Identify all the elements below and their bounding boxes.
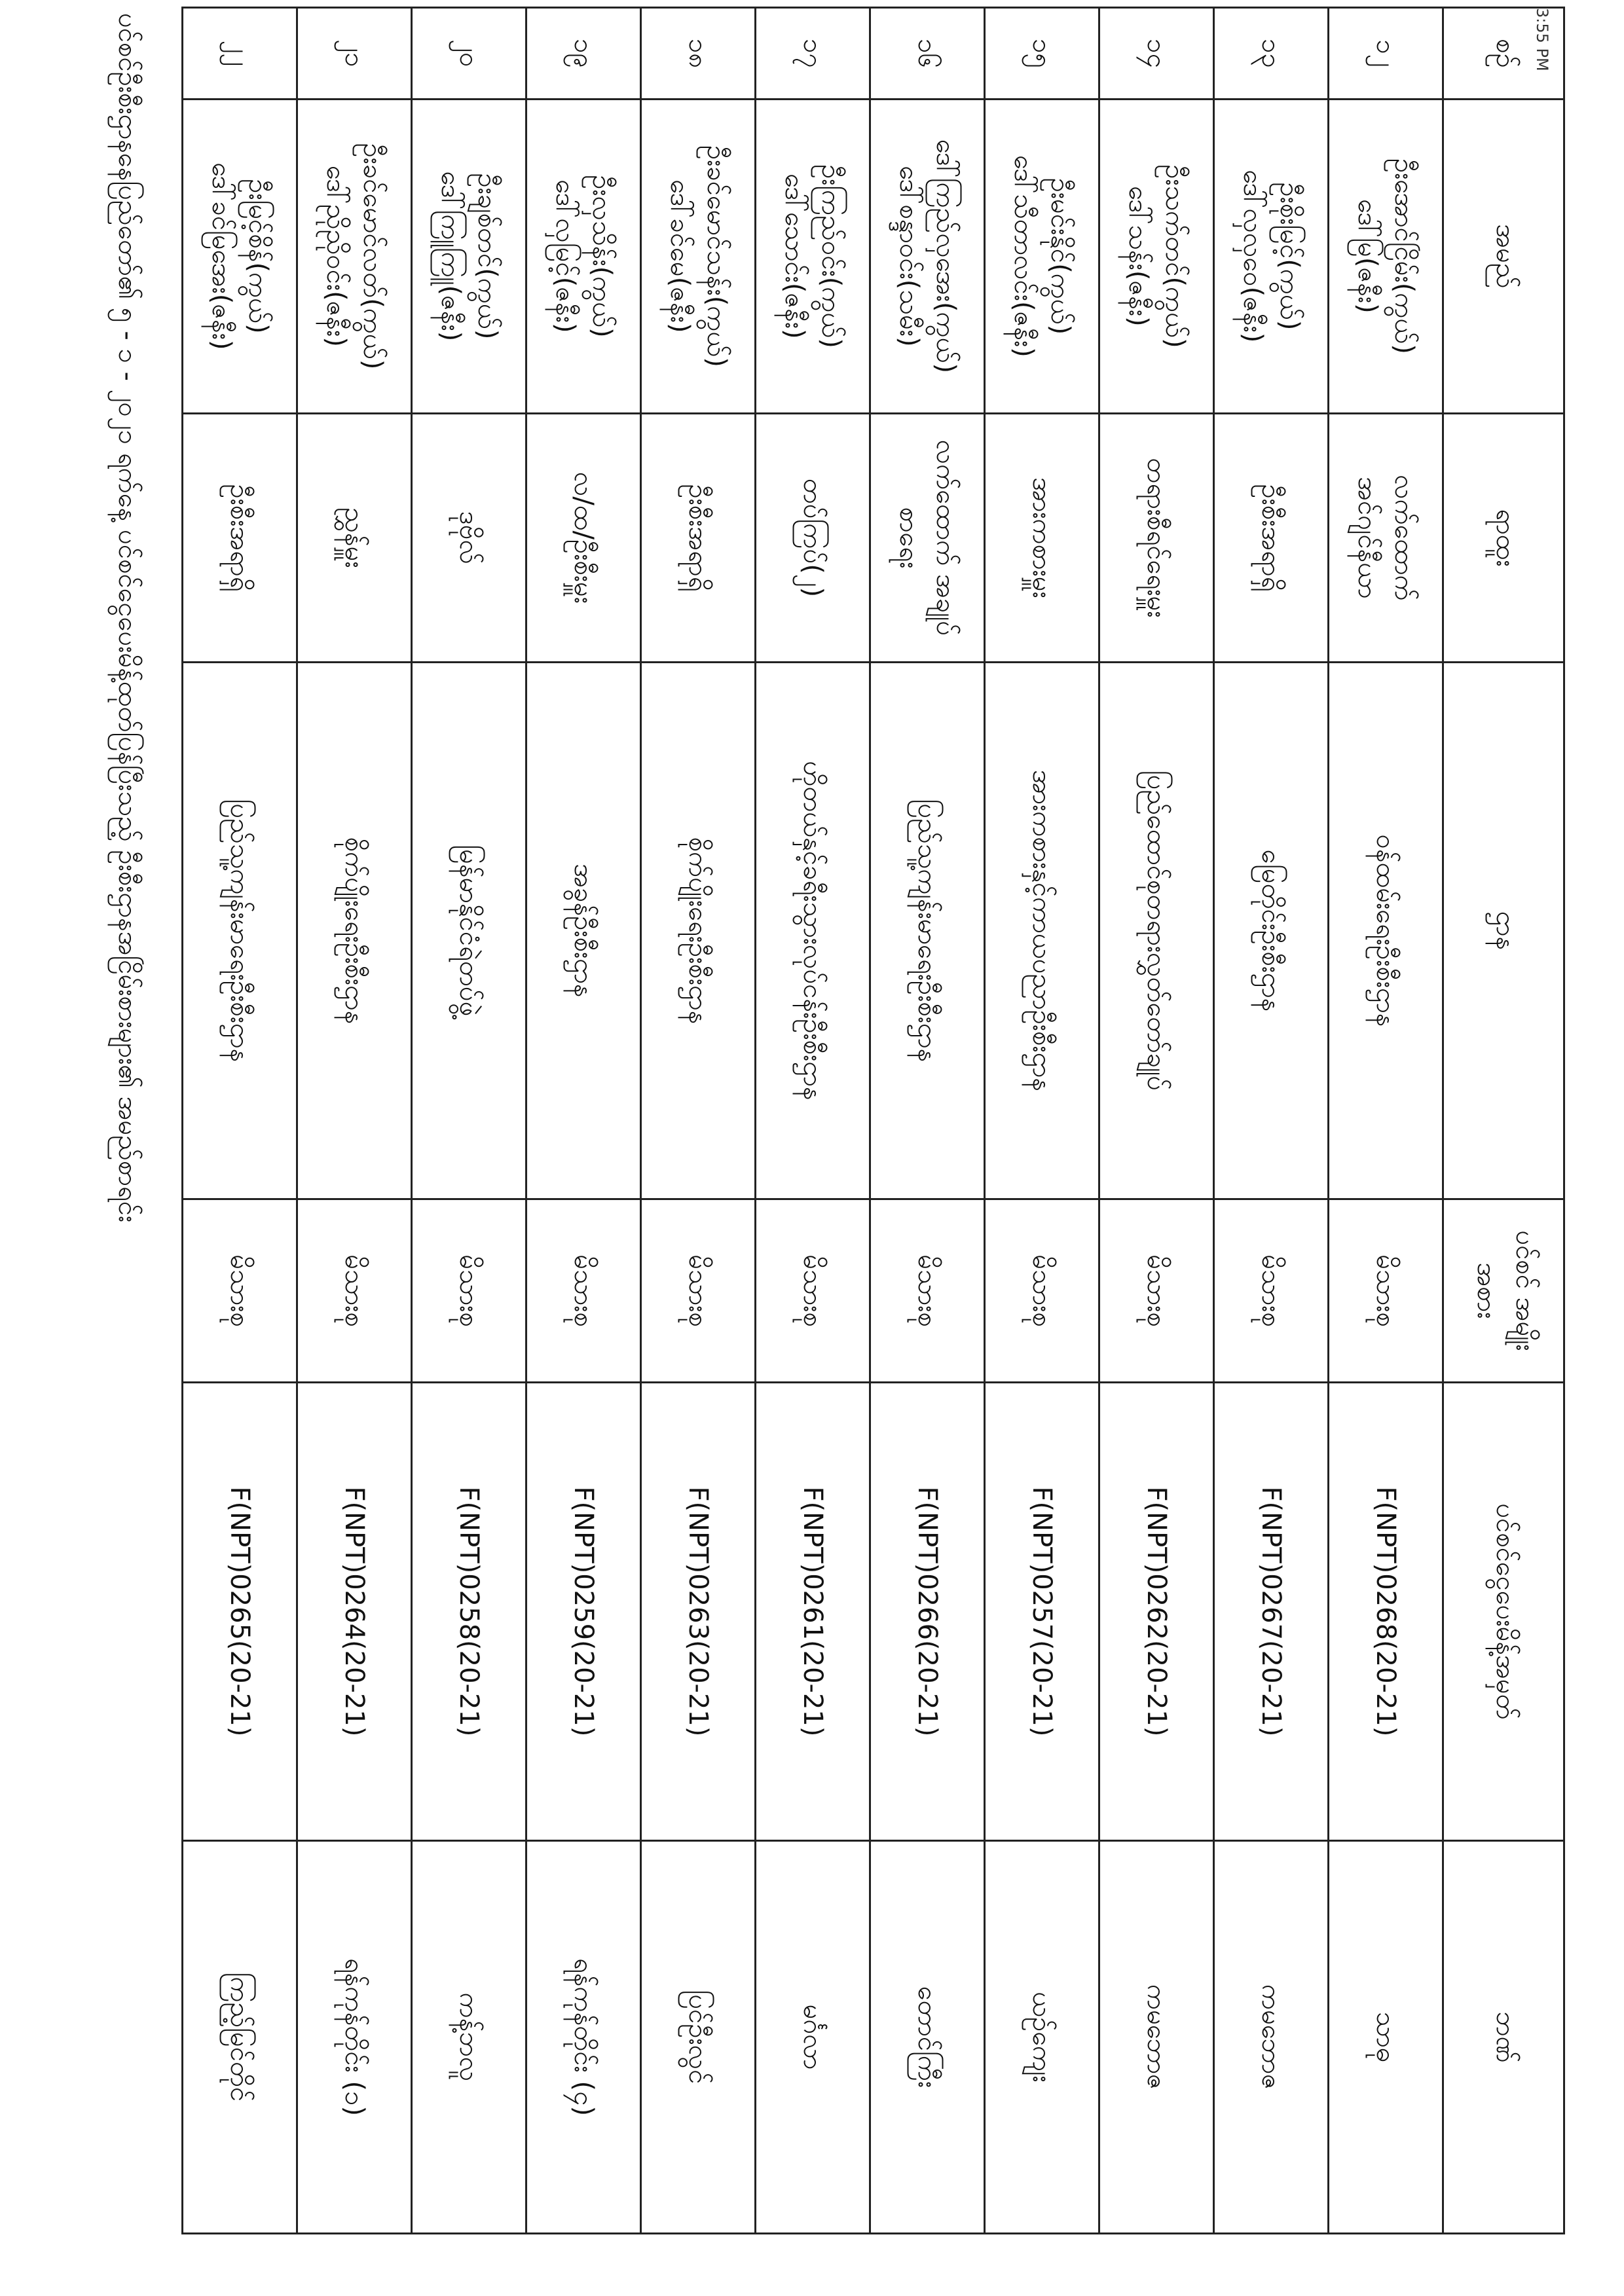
deceased-name: ဦးသက်တင်(ကွယ်) [1160, 164, 1190, 348]
cell-order-no: F(NPT)0267(20-21) [1214, 1383, 1329, 1841]
cell-department: အားကစားနှင့်ကာယပညာဦးစီးဌာန [985, 663, 1099, 1199]
cell-name [756, 100, 870, 414]
beneficiary-name: ဒေါ်လှလှဝေ(ဇနီး) [1238, 170, 1268, 343]
table-row [412, 8, 526, 2234]
beneficiary-name: ဒေါ်ကြူကြူ(ဇနီး) [435, 171, 466, 342]
cell-no: ၁၇ [756, 8, 870, 100]
cell-name [412, 100, 526, 414]
cell-pension-type: မိသားစု [1214, 1199, 1329, 1383]
cell-pension-type: မိသားစု [183, 1199, 297, 1383]
header-bank: ဘဏ် [1443, 1841, 1564, 2234]
cell-no: ၁၂ [1329, 8, 1443, 100]
deceased-name: ဦးကြည်ဝင်း(ကွယ်) [816, 164, 846, 348]
cell-name [1214, 100, 1329, 414]
cell-name [297, 100, 412, 414]
cell-department: စိုက်ပျိုးရေးဦးစီးဌာန [297, 663, 412, 1199]
cell-name [985, 100, 1099, 414]
cell-name [870, 100, 985, 414]
header-name: အမည် [1443, 100, 1564, 414]
deceased-name: ဦးချစ်တင်(ကွယ်) [472, 173, 502, 340]
cell-position: ဦးစီးအရာရှိ [641, 414, 756, 663]
table-row [526, 8, 641, 2234]
cell-position: လက်ထောက် အင်ဂျင်နီယာ [1329, 414, 1443, 663]
pension-table [181, 7, 1565, 2234]
document-title: ပင်စင်ဦးစီးဌာနနေပြည်တော်၏ ၅ - ၁ - ၂၀၂၁ ရက်နေ့ ပင်စင်ငွေပေးမိန့်ထုတ်ပြန်ပြီးသည့် ဦးစီးဌာနအငြိမ်းစားများ၏ အမည်စာရင်း [113, 13, 143, 1223]
cell-position: လက်ထောက် အချုပ်စာရေး [870, 414, 985, 663]
cell-order-no: F(NPT)0265(20-21) [183, 1383, 297, 1841]
cell-name [526, 100, 641, 414]
cell-pension-type: မိသားစု [1329, 1199, 1443, 1383]
cell-position: လ/ထ/ဦးစီးမှူး [526, 414, 641, 663]
cell-bank: ကမဘောဇ [1214, 1841, 1329, 2234]
cell-no: ၁၃ [1214, 8, 1329, 100]
deceased-name: ဦးမြင့်စိန်(ကွယ်) [243, 179, 273, 334]
cell-order-no: F(NPT)0257(20-21) [985, 1383, 1099, 1841]
cell-name [641, 100, 756, 414]
cell-order-no: F(NPT)0268(20-21) [1329, 1383, 1443, 1841]
beneficiary-name: ဒေါ်သောင်း(ဇနီး) [779, 173, 809, 339]
cell-position: ဦးစီးအရာရှိ [183, 414, 297, 663]
cell-pension-type: မိသားစု [641, 1199, 756, 1383]
cell-no: ၁၅ [985, 8, 1099, 100]
cell-no: ၁၄ [1099, 8, 1214, 100]
table-header-row [1443, 8, 1564, 2234]
table-row [183, 8, 297, 2234]
cell-no: ၂၂ [183, 8, 297, 100]
cell-order-no: F(NPT)0262(20-21) [1099, 1383, 1214, 1841]
cell-department: ပြည်သူ့ကျန်းမာရေးဦးစီးဌာန [183, 663, 297, 1199]
table-row [1099, 8, 1214, 2234]
cell-no: ၂၁ [297, 8, 412, 100]
cell-department: ပြည်ထောင်စုတရားလွှတ်တော်ချုပ် [1099, 663, 1214, 1199]
table-row [1214, 8, 1329, 2234]
cell-position: ဦးစီးအရာရှိ [1214, 414, 1329, 663]
deceased-name: ဦးခင်မောင်လတ်(ကွယ်) [358, 143, 388, 370]
table-row [985, 8, 1099, 2234]
beneficiary-name: ဒေါ်ညိုညိုဝင်း(ဇနီး) [321, 165, 351, 348]
cell-department: စိုက်ပျိုးရေးဦးစီးဌာန [641, 663, 756, 1199]
header-no: စဉ် [1443, 8, 1564, 100]
cell-order-no: F(NPT)0258(20-21) [412, 1383, 526, 1841]
cell-bank: မင်္ဂလာ [756, 1841, 870, 2234]
cell-no: ၁၉ [526, 8, 641, 100]
cell-position: ညွှန်မှူး [297, 414, 412, 663]
beneficiary-name: ဒေါ်လှမြင့်(ဇနီး) [550, 179, 580, 333]
cell-bank: ယဉ်ကျေး [985, 1841, 1099, 2234]
cell-no: ၁၈ [641, 8, 756, 100]
document-sheet [72, 0, 1572, 2278]
cell-name [183, 100, 297, 414]
cell-bank: ကန့်ဘလူ [412, 1841, 526, 2234]
cell-pension-type: မိသားစု [526, 1199, 641, 1383]
cell-position: အားကစားမှူး [985, 414, 1099, 663]
cell-bank: သာဓု [1329, 1841, 1443, 2234]
table-body [183, 8, 1443, 2234]
cell-order-no: F(NPT)0261(20-21) [756, 1383, 870, 1841]
cell-bank: တောင်ကြီး [870, 1841, 985, 2234]
cell-pension-type: မိသားစု [985, 1199, 1099, 1383]
cell-pension-type: မိသားစု [1099, 1199, 1214, 1383]
cell-order-no: F(NPT)0264(20-21) [297, 1383, 412, 1841]
table-row [1329, 8, 1443, 2234]
cell-order-no: F(NPT)0259(20-21) [526, 1383, 641, 1841]
cell-department: ဝန်ထမ်းရေးဦးစီးဌာန [1329, 663, 1443, 1199]
deceased-name: ဦးစိုးမြင့်(ကွယ်) [1274, 182, 1304, 331]
table-row [297, 8, 412, 2234]
cell-no: ၂၀ [412, 8, 526, 100]
cell-position: ဒုဗိုလ် [412, 414, 526, 663]
cell-bank: ကမဘောဇ [1099, 1841, 1214, 2234]
table-row [870, 8, 985, 2234]
beneficiary-name: ဒေါ်ခင်မြအေး(ဇနီး) [206, 162, 236, 350]
table-row [641, 8, 756, 2234]
cell-department: ဟိုတယ်နှင့်ခရီးသွားလုပ်ငန်းဦးစီးဌာန [756, 663, 870, 1199]
cell-no: ၁၆ [870, 8, 985, 100]
header-department: ဌာန [1443, 663, 1564, 1199]
cell-pension-type: မိသားစု [297, 1199, 412, 1383]
deceased-name: ဦးမင်းနိုင်(ကွယ်) [1045, 177, 1075, 335]
cell-pension-type: မိသားစု [756, 1199, 870, 1383]
cell-position: တပ်ကြပ်(၂) [756, 414, 870, 663]
header-order-no: ပင်စင်ငွေပေးမိန့်အမှတ် [1443, 1383, 1564, 1841]
deceased-name: ဦးခင်မောင်သန်း(ကွယ်) [701, 145, 731, 367]
cell-order-no: F(NPT)0266(20-21) [870, 1383, 985, 1841]
cell-department: မြေတိုင်းဦးစီးဌာန [1214, 663, 1329, 1199]
cell-department: မြန်မာနိုင်ငံရဲတပ်ဖွဲ့ [412, 663, 526, 1199]
cell-pension-type: မိသားစု [412, 1199, 526, 1383]
beneficiary-name: ဒေါ်သီတာလင်း(ဇနီး) [1008, 155, 1039, 357]
deceased-name: ဦးအောင်ငြိမ်း(ကွယ်) [1389, 158, 1419, 354]
cell-name [1099, 100, 1214, 414]
beneficiary-name: ဒေါ်မြ(ဇနီး) [1352, 199, 1382, 314]
cell-bank: ရန်ကုန်တိုင်း (၄) [526, 1841, 641, 2234]
cell-bank: ကြည့်မြင်တိုင် [183, 1841, 297, 2234]
cell-pension-type: မိသားစု [870, 1199, 985, 1383]
cell-bank: ပြင်ဦးလွင် [641, 1841, 756, 2234]
header-pension-type: ပင်စင် အမျိုးအစား [1443, 1199, 1564, 1383]
beneficiary-name: ဒေါ်စန္ဒာဝင်း(သမီး) [894, 166, 924, 347]
header-position: ရာထူး [1443, 414, 1564, 663]
timestamp: 3:55 PM [1533, 8, 1551, 71]
cell-position: တရားစီရင်ရေးမှူး [1099, 414, 1214, 663]
cell-order-no: F(NPT)0263(20-21) [641, 1383, 756, 1841]
cell-department: အခွန်ဦးစီးဌာန [526, 663, 641, 1199]
table-row [756, 8, 870, 2234]
deceased-name: ဒေါ်ကြည်လှအေး(ကွယ်) [931, 139, 961, 374]
cell-department: ပြည်သူ့ကျန်းမာရေးဦးစီးဌာန [870, 663, 985, 1199]
deceased-name: ဦးလှသိန်း(ကွယ်) [587, 175, 617, 338]
beneficiary-name: ဒေါ်သန်း(ဇနီး) [1123, 186, 1153, 327]
beneficiary-name: ဒေါ်ခင်မေ(ဇနီး) [665, 179, 695, 333]
cell-name [1329, 100, 1443, 414]
cell-bank: ရန်ကုန်တိုင်း (၁) [297, 1841, 412, 2234]
